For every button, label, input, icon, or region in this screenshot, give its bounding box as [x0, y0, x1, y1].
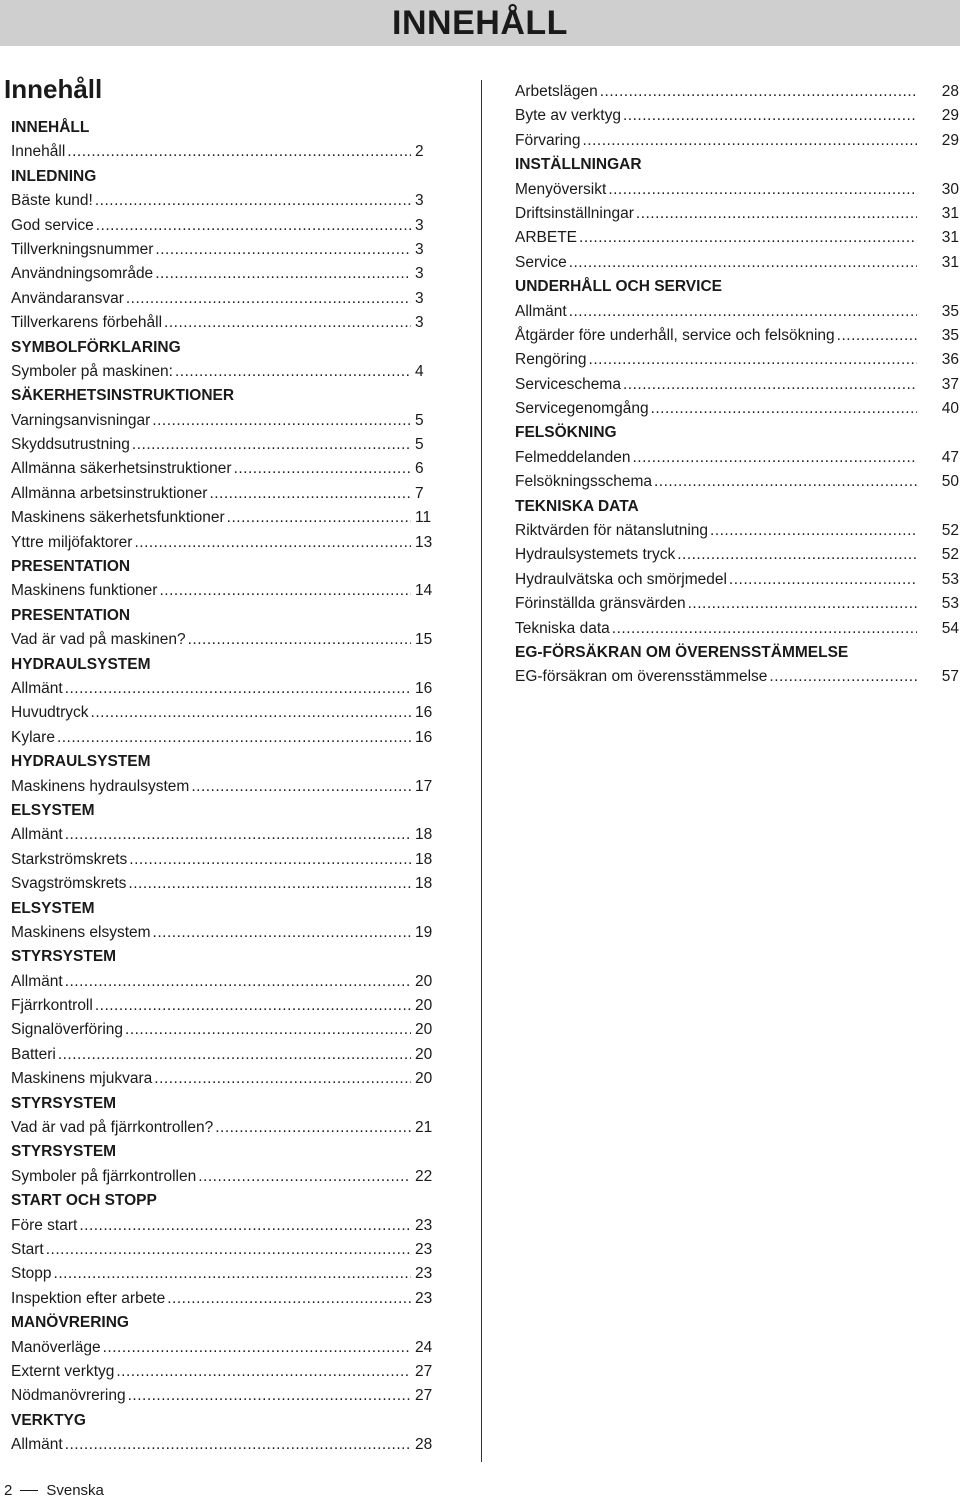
toc-entry[interactable]	[515, 178, 959, 202]
toc-entry-title: Allmänna säkerhetsinstruktioner	[11, 460, 232, 478]
toc-entry-title: Varningsanvisningar	[11, 411, 151, 429]
toc-entry[interactable]	[515, 470, 959, 494]
toc-entry-title: Externt verktyg	[11, 1362, 115, 1380]
toc-entry-page: 2	[415, 143, 424, 161]
toc-entry-page: 24	[415, 1338, 433, 1356]
toc-section-heading: PRESENTATION	[11, 606, 131, 624]
toc-entry-title: Vad är vad på fjärrkontrollen?	[11, 1119, 214, 1137]
toc-entry-title: Rengöring	[515, 351, 587, 369]
toc-entry-title: Före start	[11, 1216, 78, 1234]
toc-entry-page: 29	[941, 131, 959, 149]
toc-entry-title: Driftsinställningar	[515, 204, 634, 222]
toc-entry-page: 23	[415, 1289, 433, 1307]
toc-entry-title: Allmänt	[11, 826, 63, 844]
toc-leader-dots	[654, 470, 917, 494]
toc-entry-title: ARBETE	[515, 229, 578, 247]
toc-leader-dots	[65, 823, 411, 847]
toc-entry[interactable]	[11, 1287, 453, 1311]
toc-entry-page: 15	[415, 631, 433, 649]
toc-entry-title: Allmänt	[11, 972, 63, 990]
toc-entry-title: Allmänt	[515, 302, 567, 320]
toc-leader-dots	[125, 1018, 411, 1042]
toc-leader-dots	[623, 373, 917, 397]
toc-leader-dots	[579, 226, 917, 250]
toc-entry-title: Yttre miljöfaktorer	[11, 533, 133, 551]
toc-entry[interactable]	[11, 1262, 453, 1286]
toc-entry-page: 3	[415, 240, 424, 258]
toc-leader-dots	[167, 1287, 411, 1311]
toc-entry-page: 5	[415, 411, 424, 429]
toc-entry[interactable]	[11, 1384, 453, 1408]
toc-entry[interactable]	[11, 1214, 453, 1238]
toc-leader-dots	[154, 1067, 411, 1091]
toc-entry[interactable]	[11, 506, 453, 530]
toc-entry-title: Innehåll	[11, 143, 66, 161]
toc-leader-dots	[710, 519, 917, 543]
toc-entry-title: Maskinens elsystem	[11, 923, 151, 941]
toc-entry-page: 29	[941, 107, 959, 125]
toc-section-heading: SÄKERHETSINSTRUKTIONER	[11, 387, 235, 405]
toc-entry-page: 53	[941, 595, 959, 613]
toc-section-heading: HYDRAULSYSTEM	[11, 753, 151, 771]
toc-entry-title: Felmeddelanden	[515, 448, 631, 466]
toc-entry[interactable]	[11, 238, 453, 262]
toc-entry-page: 17	[415, 777, 433, 795]
toc-entry-page: 52	[941, 546, 959, 564]
footer-dash	[20, 1490, 38, 1492]
toc-leader-dots	[95, 189, 411, 213]
toc-entry[interactable]	[11, 970, 453, 994]
toc-entry[interactable]	[11, 311, 453, 335]
toc-entry[interactable]	[515, 665, 959, 689]
toc-entry[interactable]	[11, 628, 453, 652]
toc-leader-dots	[96, 214, 411, 238]
toc-entry[interactable]	[515, 446, 959, 470]
toc-leader-dots	[129, 848, 411, 872]
toc-entry-page: 54	[941, 619, 959, 637]
toc-entry[interactable]	[515, 348, 959, 372]
toc-entry-page: 28	[941, 83, 959, 100]
toc-entry-page: 35	[941, 326, 959, 344]
toc-section-heading: UNDERHÅLL OCH SERVICE	[515, 278, 722, 296]
toc-entry-page: 11	[415, 509, 432, 527]
toc-entry-page: 40	[941, 400, 959, 418]
toc-entry[interactable]	[11, 726, 453, 750]
toc-entry-page: 13	[415, 533, 433, 551]
toc-entry-page: 27	[415, 1362, 433, 1380]
toc-entry-page: 19	[415, 923, 433, 941]
toc-leader-dots	[582, 129, 917, 153]
toc-leader-dots	[636, 202, 917, 226]
toc-leader-dots	[209, 482, 411, 506]
toc-entry-title: Förvaring	[515, 131, 581, 149]
toc-entry-title: Maskinens hydraulsystem	[11, 777, 190, 795]
toc-entry-page: 36	[941, 351, 959, 369]
toc-entry-title: Användningsområde	[11, 265, 154, 283]
toc-entry[interactable]	[11, 677, 453, 701]
toc-entry-page: 16	[415, 704, 433, 722]
toc-entry-title: Åtgärder före underhåll, service och felsökning	[515, 326, 835, 344]
toc-entry[interactable]	[515, 324, 959, 348]
toc-leader-dots	[152, 409, 411, 433]
toc-leader-dots	[57, 726, 411, 750]
toc-entry[interactable]	[515, 617, 959, 641]
toc-leader-dots	[227, 506, 411, 530]
toc-entry-title: Nödmanövrering	[11, 1387, 126, 1405]
toc-leader-dots	[153, 921, 411, 945]
toc-entry[interactable]	[515, 543, 959, 567]
toc-leader-dots	[623, 104, 917, 128]
toc-entry-title: Kylare	[11, 728, 55, 746]
toc-leader-dots	[215, 1116, 411, 1140]
toc-entry-page: 27	[415, 1387, 433, 1405]
toc-entry-page: 20	[415, 1045, 433, 1063]
toc-entry-page: 3	[415, 289, 424, 307]
toc-leader-dots	[191, 775, 411, 799]
toc-entry-page: 18	[415, 826, 433, 844]
toc-section-heading: PRESENTATION	[11, 558, 131, 576]
toc-entry-title: God service	[11, 216, 94, 234]
toc-entry-title: Skyddsutrustning	[11, 436, 130, 454]
toc-entry-title: Huvudtryck	[11, 704, 89, 722]
toc-entry[interactable]	[11, 1336, 453, 1360]
toc-entry-title: Symboler på fjärrkontrollen	[11, 1167, 197, 1185]
toc-entry-title: EG-försäkran om överensstämmelse	[515, 668, 768, 686]
toc-entry[interactable]	[515, 251, 959, 275]
toc-entry-page: 18	[415, 850, 433, 868]
page-footer	[4, 1482, 104, 1499]
toc-entry[interactable]	[515, 568, 959, 592]
toc-section-heading: FELSÖKNING	[515, 424, 617, 442]
toc-section-heading: ELSYSTEM	[11, 899, 95, 917]
toc-leader-dots	[65, 677, 411, 701]
toc-entry-title: Byte av verktyg	[515, 107, 621, 125]
toc-entry-page: 28	[415, 1436, 433, 1454]
toc-entry[interactable]	[515, 104, 959, 128]
toc-entry[interactable]	[11, 214, 453, 238]
toc-entry[interactable]	[11, 360, 453, 384]
toc-entry-title: Manöverläge	[11, 1338, 101, 1356]
toc-entry-title: Inspektion efter arbete	[11, 1289, 166, 1307]
column-divider	[481, 80, 482, 1462]
toc-entry[interactable]	[11, 994, 453, 1018]
toc-entry[interactable]	[11, 287, 453, 311]
toc-entry-page: 5	[415, 436, 424, 454]
page-title: Innehåll	[4, 74, 103, 104]
toc-entry-page: 20	[415, 1021, 433, 1039]
banner-title: INNEHÅLL	[392, 3, 568, 42]
toc-entry[interactable]	[11, 140, 453, 164]
toc-entry-page: 35	[941, 302, 959, 320]
toc-entry[interactable]	[515, 129, 959, 153]
toc-entry-page: 6	[415, 460, 424, 478]
toc-entry[interactable]	[11, 872, 453, 896]
toc-leader-dots	[91, 701, 411, 725]
toc-right-column	[515, 80, 960, 690]
toc-entry-title: Tillverkningsnummer	[11, 240, 154, 258]
toc-entry[interactable]	[515, 202, 959, 226]
toc-entry-title: Servicegenomgång	[515, 400, 649, 418]
toc-entry-page: 18	[415, 875, 433, 893]
toc-leader-dots	[198, 1165, 411, 1189]
toc-entry-page: 21	[415, 1119, 433, 1137]
toc-leader-dots	[569, 251, 917, 275]
toc-entry-page: 31	[941, 229, 959, 247]
toc-leader-dots	[589, 348, 917, 372]
toc-section-heading: HYDRAULSYSTEM	[11, 655, 151, 673]
toc-leader-dots	[688, 592, 917, 616]
toc-leader-dots	[159, 579, 411, 603]
toc-entry[interactable]	[11, 409, 453, 433]
toc-entry[interactable]	[11, 457, 453, 481]
toc-entry-page: 50	[941, 473, 959, 491]
toc-entry-page: 53	[941, 570, 959, 588]
toc-entry-title: Användaransvar	[11, 289, 124, 307]
toc-entry-title: Maskinens funktioner	[11, 582, 158, 600]
toc-entry-title: Stopp	[11, 1265, 52, 1283]
toc-entry[interactable]	[515, 592, 959, 616]
toc-entry-page: 3	[415, 192, 424, 210]
toc-entry-page: 23	[415, 1216, 433, 1234]
toc-leader-dots	[54, 1262, 411, 1286]
toc-entry-title: Vad är vad på maskinen?	[11, 631, 186, 649]
toc-section-heading: EG-FÖRSÄKRAN OM ÖVERENSSTÄMMELSE	[515, 643, 849, 661]
toc-entry[interactable]	[515, 80, 959, 104]
toc-entry[interactable]	[11, 701, 453, 725]
toc-entry-title: Allmänna arbetsinstruktioner	[11, 484, 208, 502]
toc-entry-title: Felsökningsschema	[515, 473, 652, 491]
toc-entry-title: Svagströmskrets	[11, 875, 127, 893]
toc-entry[interactable]	[11, 1116, 453, 1140]
toc-entry-page: 23	[415, 1265, 433, 1283]
toc-entry-page: 57	[941, 668, 959, 686]
toc-leader-dots	[103, 1336, 411, 1360]
toc-entry-title: Signalöverföring	[11, 1021, 124, 1039]
toc-entry-title: Fjärrkontroll	[11, 997, 93, 1015]
toc-section-heading: STYRSYSTEM	[11, 948, 117, 966]
toc-entry-title: Bäste kund!	[11, 192, 93, 210]
toc-leader-dots	[95, 994, 411, 1018]
toc-entry-title: Allmänt	[11, 679, 63, 697]
toc-entry-title: Serviceschema	[515, 375, 621, 393]
toc-leader-dots	[600, 80, 917, 104]
toc-entry[interactable]	[11, 433, 453, 457]
toc-entry-page: 37	[941, 375, 959, 393]
toc-leader-dots	[134, 531, 411, 555]
toc-section-heading: TEKNISKA DATA	[515, 497, 639, 515]
toc-leader-dots	[612, 617, 917, 641]
toc-entry[interactable]	[11, 1433, 453, 1457]
toc-entry-title: Tekniska data	[515, 619, 610, 637]
toc-entry[interactable]	[11, 531, 453, 555]
toc-leader-dots	[116, 1360, 411, 1384]
toc-entry[interactable]	[515, 519, 959, 543]
toc-entry-page: 14	[415, 582, 433, 600]
toc-leader-dots	[188, 628, 411, 652]
toc-entry[interactable]	[515, 300, 959, 324]
toc-leader-dots	[837, 324, 917, 348]
toc-section-heading: VERKTYG	[11, 1411, 86, 1429]
toc-entry-title: Starkströmskrets	[11, 850, 128, 868]
toc-leader-dots	[155, 262, 411, 286]
toc-entry-title: Hydraulvätska och smörjmedel	[515, 570, 727, 588]
toc-entry-page: 31	[941, 253, 959, 271]
toc-entry-page: 3	[415, 265, 424, 283]
toc-entry-title: Tillverkarens förbehåll	[11, 314, 163, 332]
toc-entry-title: Hydraulsystemets tryck	[515, 546, 676, 564]
toc-entry-title: Riktvärden för nätanslutning	[515, 522, 709, 540]
toc-entry[interactable]	[11, 1238, 453, 1262]
toc-entry-title: Menyöversikt	[515, 180, 607, 198]
toc-entry-page: 47	[941, 448, 959, 466]
toc-entry-page: 22	[415, 1167, 433, 1185]
toc-leader-dots	[677, 543, 917, 567]
toc-section-heading: SYMBOLFÖRKLARING	[11, 338, 181, 356]
toc-entry-title: Förinställda gränsvärden	[515, 595, 686, 613]
toc-entry-title: Service	[515, 253, 567, 271]
toc-entry[interactable]	[11, 921, 453, 945]
toc-entry[interactable]	[11, 482, 453, 506]
toc-entry-page: 7	[415, 484, 424, 502]
toc-entry-page: 16	[415, 679, 433, 697]
toc-entry[interactable]	[11, 579, 453, 603]
toc-entry[interactable]	[11, 1165, 453, 1189]
toc-entry-title: Arbetslägen	[515, 83, 598, 100]
toc-leader-dots	[164, 311, 411, 335]
toc-entry-page: 4	[415, 362, 424, 380]
toc-leader-dots	[132, 433, 411, 457]
toc-leader-dots	[67, 140, 411, 164]
toc-entry-page: 3	[415, 314, 424, 332]
toc-entry-title: Allmänt	[11, 1436, 63, 1454]
toc-entry-page: 16	[415, 728, 433, 746]
toc-leader-dots	[155, 238, 411, 262]
toc-entry[interactable]	[515, 397, 959, 421]
toc-leader-dots	[126, 287, 411, 311]
toc-entry[interactable]	[11, 848, 453, 872]
toc-entry-page: 20	[415, 1070, 433, 1088]
footer-page-number: 2	[4, 1482, 13, 1499]
header-banner	[0, 0, 960, 46]
toc-entry-page: 30	[941, 180, 959, 198]
toc-section-heading: STYRSYSTEM	[11, 1094, 117, 1112]
toc-leader-dots	[569, 300, 917, 324]
toc-leader-dots	[46, 1238, 411, 1262]
toc-entry-page: 3	[415, 216, 424, 234]
toc-entry[interactable]	[11, 775, 453, 799]
toc-entry[interactable]	[11, 1067, 453, 1091]
toc-leader-dots	[79, 1214, 411, 1238]
toc-entry-title: Batteri	[11, 1045, 56, 1063]
toc-entry[interactable]	[515, 373, 959, 397]
toc-entry[interactable]	[11, 823, 453, 847]
toc-leader-dots	[632, 446, 917, 470]
toc-section-heading: INSTÄLLNINGAR	[515, 156, 642, 174]
toc-entry-title: Symboler på maskinen:	[11, 362, 173, 380]
toc-section-heading: STYRSYSTEM	[11, 1143, 117, 1161]
toc-entry-page: 52	[941, 522, 959, 540]
toc-entry-page: 20	[415, 972, 433, 990]
toc-entry-title: Maskinens säkerhetsfunktioner	[11, 509, 225, 527]
toc-entry-page: 20	[415, 997, 433, 1015]
toc-leader-dots	[769, 665, 917, 689]
toc-entry[interactable]	[11, 262, 453, 286]
toc-section-heading: MANÖVRERING	[11, 1314, 129, 1332]
toc-entry-page: 31	[941, 204, 959, 222]
toc-section-heading: INLEDNING	[11, 167, 97, 185]
toc-entry-title: Start	[11, 1240, 44, 1258]
toc-entry[interactable]	[11, 1018, 453, 1042]
toc-section-heading: ELSYSTEM	[11, 801, 95, 819]
toc-leader-dots	[128, 872, 411, 896]
toc-entry[interactable]	[11, 1043, 453, 1067]
toc-leader-dots	[234, 457, 411, 481]
toc-leader-dots	[128, 1384, 411, 1408]
toc-leader-dots	[65, 970, 411, 994]
toc-entry-page: 23	[415, 1240, 433, 1258]
toc-entry[interactable]	[11, 1360, 453, 1384]
footer-language: Svenska	[46, 1482, 104, 1499]
toc-leader-dots	[651, 397, 917, 421]
toc-leader-dots	[608, 178, 917, 202]
toc-leader-dots	[175, 360, 411, 384]
toc-entry-title: Maskinens mjukvara	[11, 1070, 153, 1088]
toc-entry[interactable]	[515, 226, 959, 250]
toc-section-heading: INNEHÅLL	[11, 119, 90, 136]
toc-leader-dots	[65, 1433, 411, 1457]
toc-leader-dots	[58, 1043, 411, 1067]
toc-leader-dots	[729, 568, 917, 592]
toc-section-heading: START OCH STOPP	[11, 1192, 157, 1210]
toc-entry[interactable]	[11, 189, 453, 213]
toc-left-column	[11, 116, 457, 1457]
